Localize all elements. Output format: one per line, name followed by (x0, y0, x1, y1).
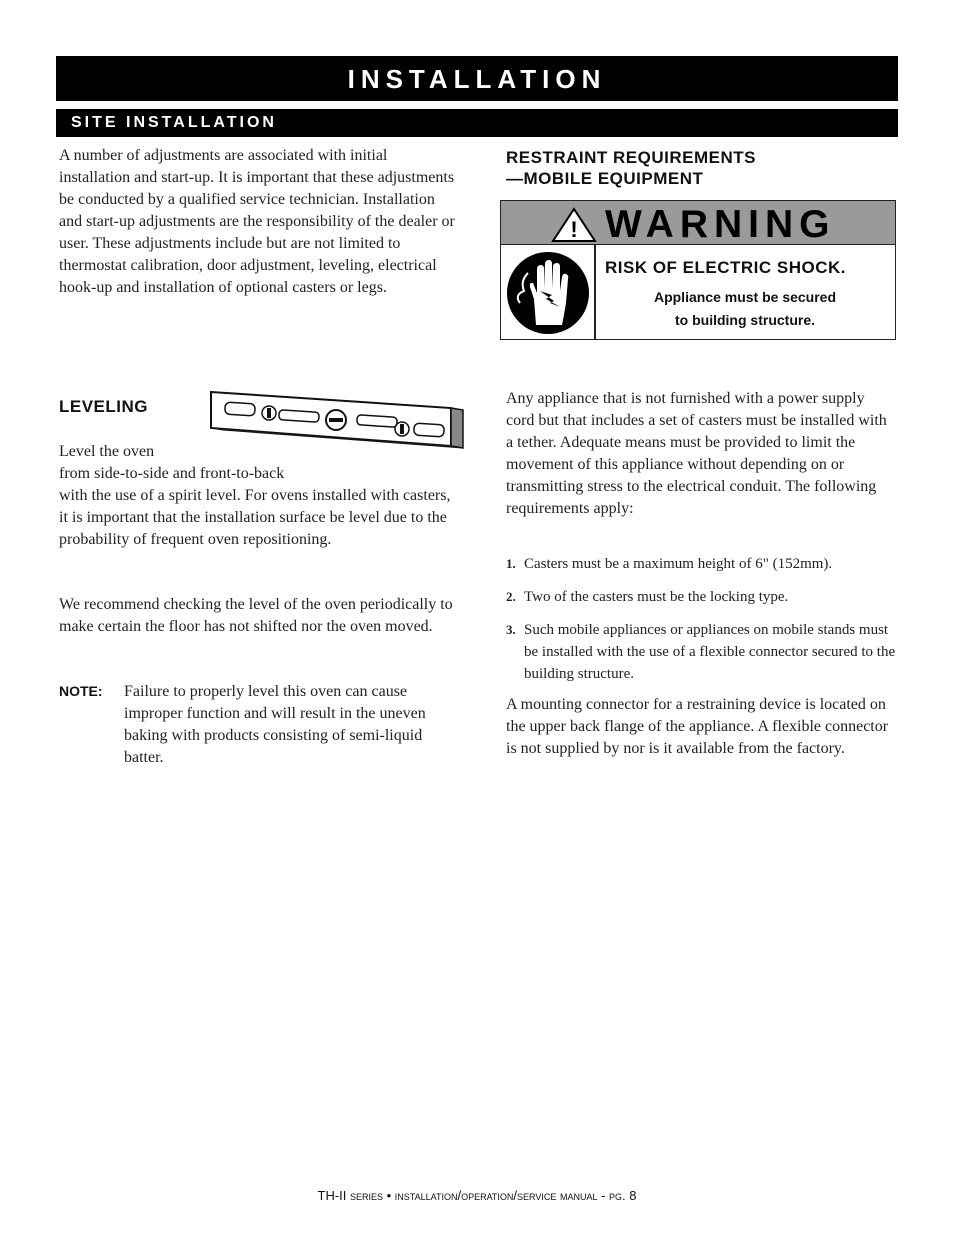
note-label: NOTE: (59, 683, 103, 699)
list-item-number: 1. (506, 556, 516, 571)
warning-triangle-icon (551, 207, 597, 243)
leveling-heading: LEVELING (59, 397, 149, 416)
list-item-text: Such mobile appliances or appliances on mobile stands must be installed with the use of a flexible connector secured to the building structure. (524, 622, 896, 682)
warning-triangle-symbol: ! (570, 217, 578, 242)
restraint-heading-line1: RESTRAINT REQUIREMENTS (506, 148, 756, 167)
mounting-paragraph: A mounting connector for a restraining device is located on the upper back flange of the appliance. A flexible connector is not supplied by nor is it available from the factory. (506, 696, 889, 757)
requirements-list (506, 553, 898, 696)
leveling-line-2: from side-to-side and front-to-back (59, 465, 285, 482)
restraint-heading (506, 147, 866, 189)
list-item-number: 2. (506, 589, 516, 604)
subsection-banner (56, 109, 898, 137)
shock-line-2: to building structure. (675, 312, 815, 328)
restraint-heading-line2: —MOBILE EQUIPMENT (506, 169, 704, 188)
intro-paragraph: A number of adjustments are associated with initial installation and start-up. It is important that these adjustments be conducted by a qualified service technician. Installation and start-up adjustments are the responsibility of the dealer or user. These adjustments include but are not limited to thermostat calibration, door adjustment, leveling, electrical hook-up and installation of optional casters or legs. (59, 147, 455, 296)
list-item (506, 553, 898, 575)
page-footer: TH-II series • installation/operation/service manual - pg. 8 (317, 1188, 637, 1203)
tether-paragraph: Any appliance that is not furnished with a power supply cord but that includes a set of casters must be installed with a tether. Adequate means must be provided to limit the movement of this appliance without depending on or transmitting stress to the electrical conduit. The following requirements apply: (506, 390, 887, 517)
list-item (506, 586, 898, 608)
shock-title: RISK OF ELECTRIC SHOCK. (605, 258, 847, 277)
leveling-paragraph (59, 441, 459, 551)
section-banner (56, 56, 898, 101)
list-item (506, 619, 898, 685)
subsection-title: SITE INSTALLATION (71, 114, 277, 131)
warning-title: WARNING (605, 203, 836, 246)
leveling-line-1: Level the oven (59, 443, 155, 460)
section-title: INSTALLATION (347, 64, 607, 94)
warning-header (501, 201, 895, 245)
list-item-number: 3. (506, 622, 516, 637)
electric-shock-hand-icon (506, 251, 590, 335)
recommend-paragraph: We recommend checking the level of the oven periodically to make certain the floor has not shifted nor the oven moved. (59, 596, 453, 635)
leveling-rest: with the use of a spirit level. For ovens installed with casters, it is important that the installation surface be level due to the probability of frequent oven repositioning. (59, 487, 451, 548)
list-item-text: Two of the casters must be the locking type. (524, 589, 789, 605)
list-item-text: Casters must be a maximum height of 6" (152mm). (524, 556, 833, 572)
warning-box (500, 200, 896, 340)
shock-line-1: Appliance must be secured (653, 289, 837, 305)
note-text: Failure to properly level this oven can cause improper function and will result in the uneven baking with products consisting of semi-liquid batter. (124, 683, 426, 766)
